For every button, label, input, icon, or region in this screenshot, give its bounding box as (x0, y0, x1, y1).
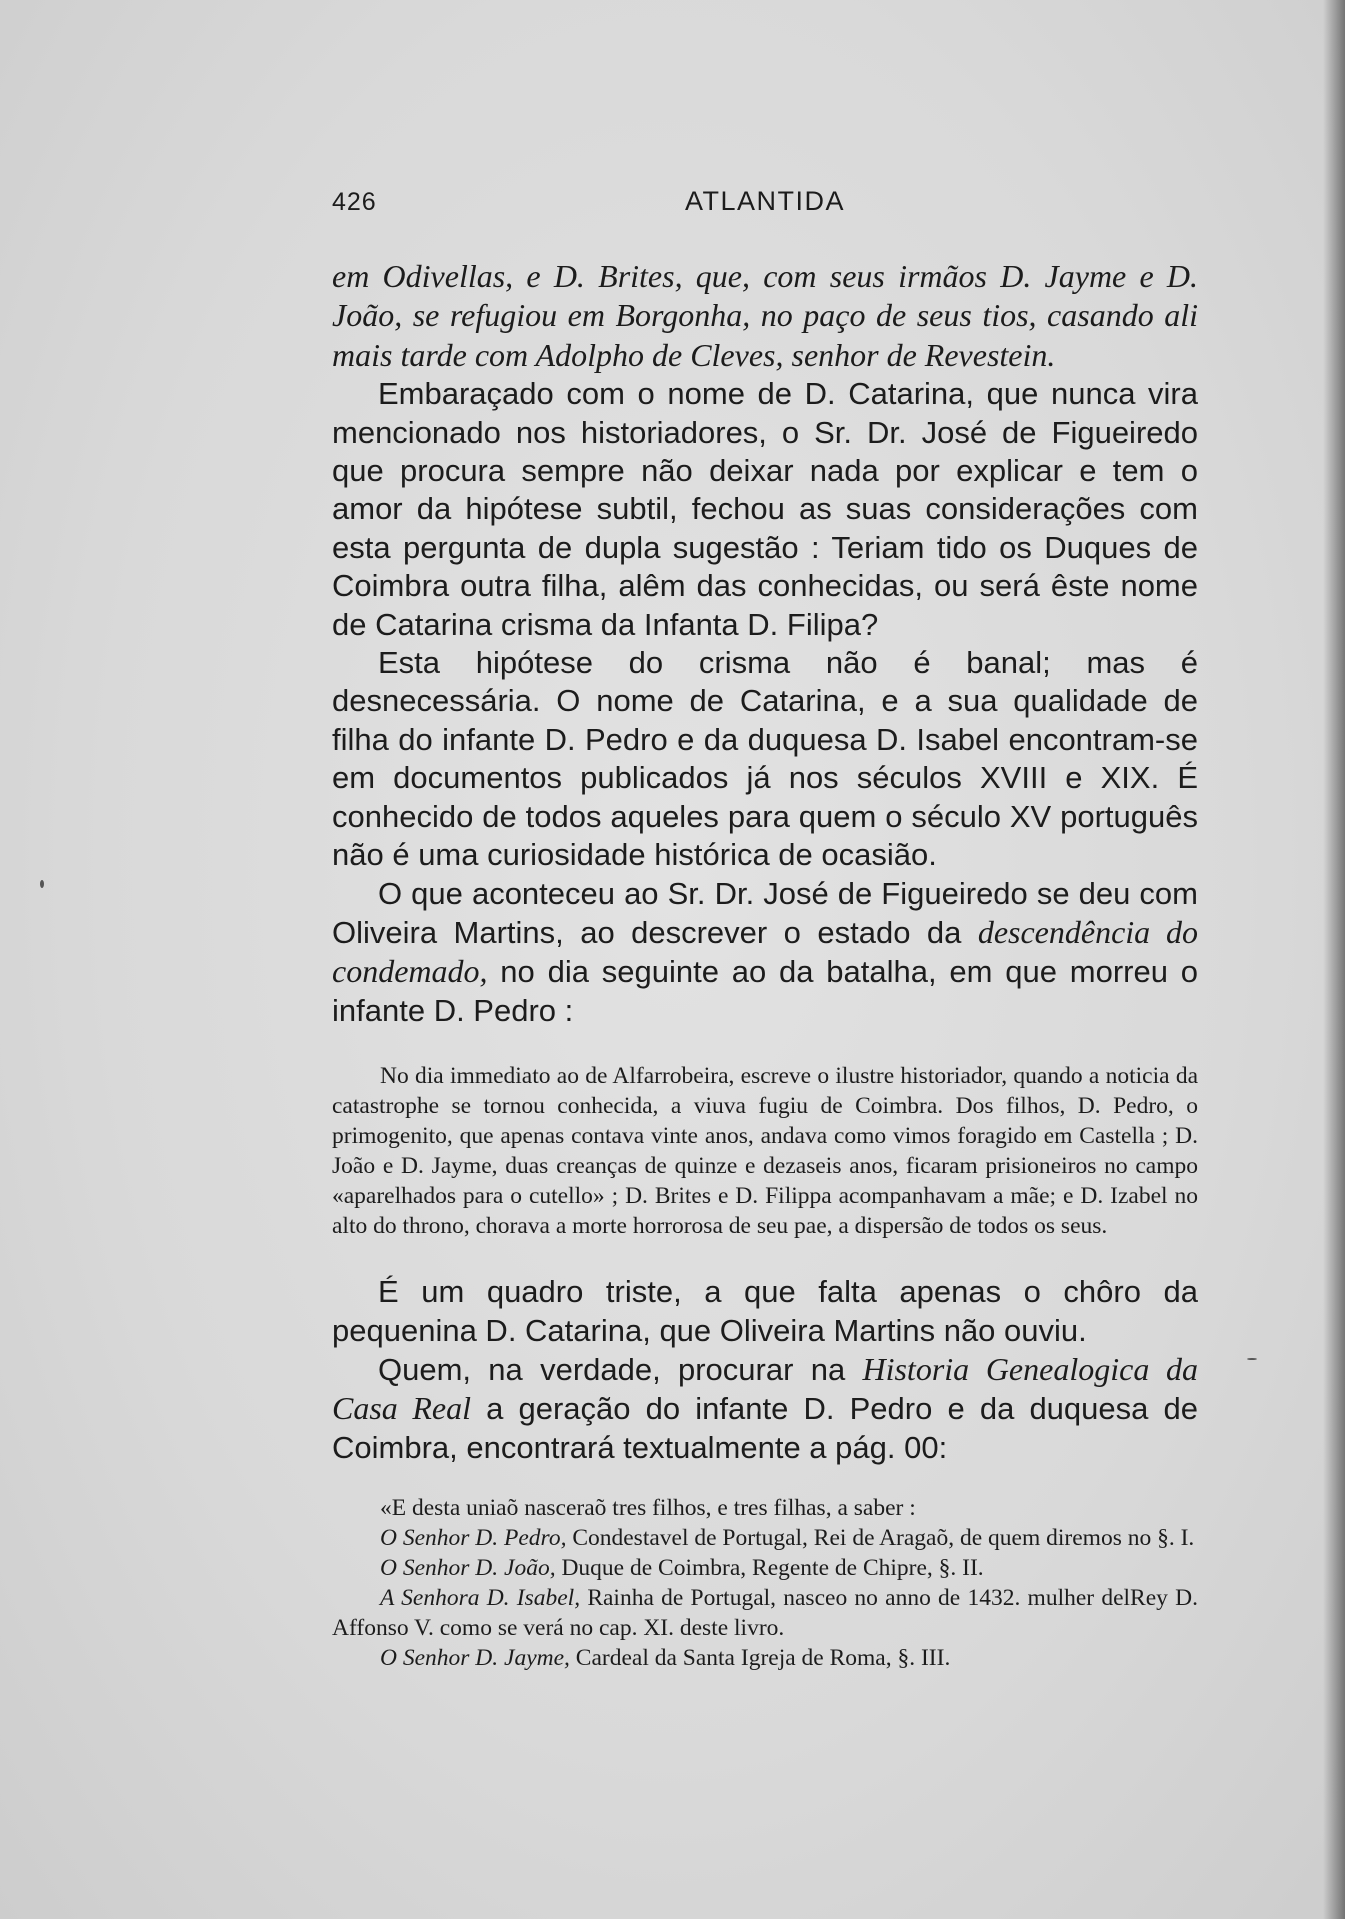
quote-entry-1-text: Condestavel de Portugal, Rei de Aragaõ, de quem diremos no §. I. (566, 1525, 1195, 1552)
paragraph-4-italic-text: descendência do condemado, (332, 913, 1199, 990)
quote-entry-1 (332, 1523, 1198, 1553)
paragraph-6 (332, 1350, 1198, 1467)
paragraph-6-text-a: Quem, na verdade, procurar na (378, 1351, 863, 1387)
quote-entry-4-text: Cardeal da Santa Igreja de Roma, §. III. (569, 1645, 951, 1672)
quote-entry-2 (332, 1553, 1198, 1583)
quote-entry-4-name: O Senhor D. Jayme, (380, 1645, 570, 1672)
paragraph-5: É um quadro triste, a que falta apenas o chôro da pequenina D. Catarina, que Oliveira Martins não ouviu. (332, 1274, 1198, 1348)
paragraph-6-text-b: a geração do infante D. Pedro e da duquesa de Coimbra, encontrará textualmente a pág. 00: (332, 1391, 1199, 1465)
page-edge-shadow (1323, 0, 1345, 1919)
quote-intro-line: «E desta uniaõ nasceraõ tres filhos, e tres filhas, a saber : (380, 1495, 916, 1522)
block-quote-historia-genealogica (332, 1493, 1198, 1673)
paragraph-6-italic-title: Historia Genealogica da Casa Real (332, 1350, 1198, 1427)
paper-speck (40, 880, 44, 888)
paragraph-1 (332, 257, 1198, 375)
quote-entry-4 (332, 1643, 1198, 1673)
paragraph-2: Embaraçado com o nome de D. Catarina, que nunca vira mencionado nos historiadores, o Sr. Dr. José de Figueiredo que procura sempre não deixar nada por explicar e tem o amor da hipótese subtil, fechou as suas considerações com esta pergunta de dupla sugestão : Teriam tido os Duques de Coimbra outra filha, alêm das conhecidas, ou será êste nome de Catarina crisma da Infanta D. Filipa? (332, 376, 1198, 642)
paragraph-4-text-a: O que aconteceu ao Sr. Dr. José de Figueiredo se deu com Oliveira Martins, ao descrever o estado da (332, 875, 1198, 950)
paragraph-3: Esta hipótese do crisma não é banal; mas é desnecessária. O nome de Catarina, e a sua qualidade de filha do infante D. Pedro e da duquesa D. Isabel encontram-se em documentos publicados já nos séculos XVIII e XIX. É conhecido de todos aqueles para quem o século XV português não é uma curiosidade histórica de ocasião. (332, 645, 1198, 873)
paragraph-1-italic-text: em Odivellas, e D. Brites, que, com seus irmãos D. Jayme e D. João, se refugiou em Borgonha, no paço de seus tios, casando ali mais tarde com Adolpho de Cleves, senhor de Revestein. (332, 258, 1198, 373)
spacer (332, 1241, 1198, 1273)
quote-entry-3-text: Rainha de Portugal, nasceo no anno de 1432. mulher delRey D. Affonso V. como se verá no cap. XI. deste livro. (332, 1585, 1198, 1642)
running-head (332, 178, 1198, 230)
quote-entry-3-name: A Senhora D. Isabel, (380, 1585, 581, 1612)
quote-entry-2-name: O Senhor D. João, (380, 1555, 556, 1582)
quote-entry-2-text: Duque de Coimbra, Regente de Chipre, §. II. (555, 1555, 984, 1582)
quote-entry-3 (332, 1583, 1198, 1643)
paragraph-4-text-b: no dia seguinte ao da batalha, em que morreu o infante D. Pedro : (332, 954, 1198, 1028)
paragraph-4 (332, 875, 1198, 1031)
page-content (332, 178, 1198, 1673)
journal-title: ATLANTIDA (684, 186, 846, 216)
block-quote-oliveira-martins: No dia immediato ao de Alfarrobeira, escreve o ilustre historiador, quando a noticia da catastrophe se tornou conhecida, a viuva fugiu de Coimbra. Dos filhos, D. Pedro, o primogenito, que apenas contava vinte anos, andava como vimos foragido em Castella ; D. João e D. Jayme, duas creanças de quinze e dezaseis anos, ficaram prisioneiros no campo «aparelhados para o cutello» ; D. Brites e D. Filippa acompanhavam a mãe; e D. Izabel no alto do throno, chorava a morte horrorosa de seu pae, a dispersão de todos os seus. (332, 1063, 1198, 1240)
quote-entry-1-name: O Senhor D. Pedro, (380, 1525, 567, 1552)
paper-speck (1247, 1358, 1257, 1360)
page-number: 426 (332, 188, 377, 216)
